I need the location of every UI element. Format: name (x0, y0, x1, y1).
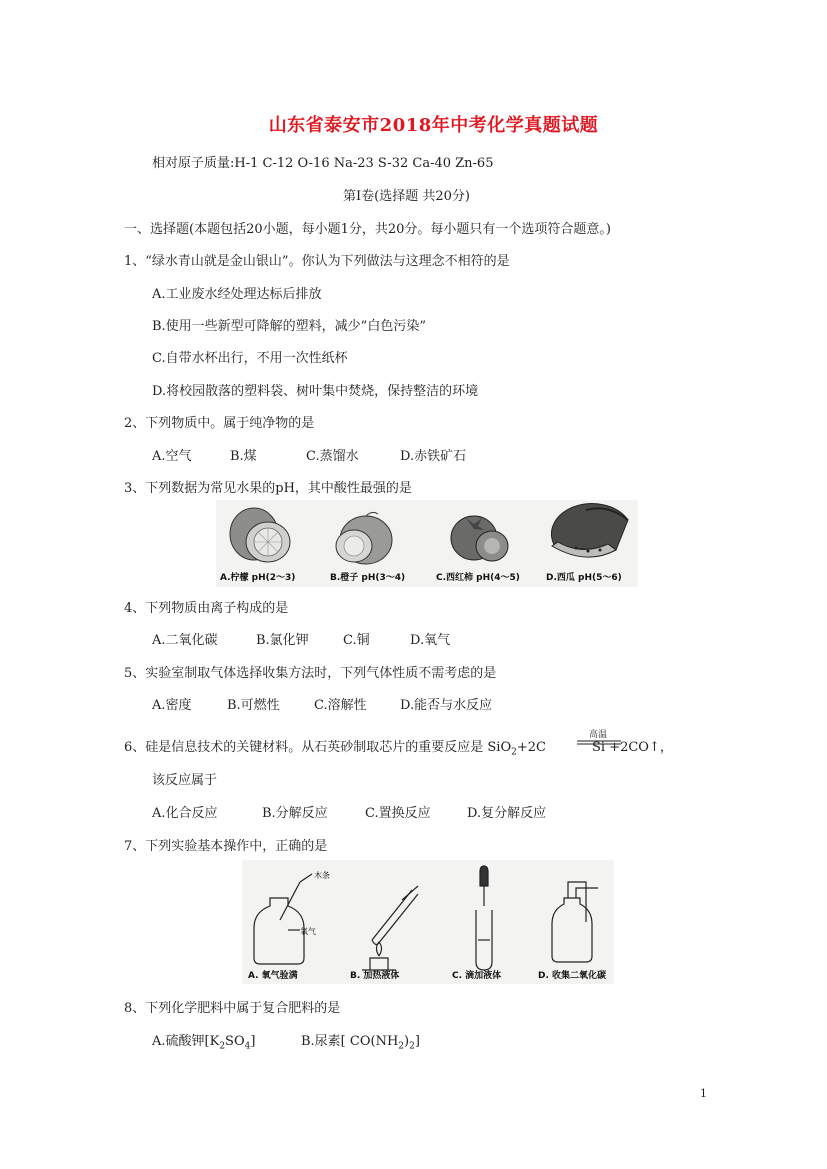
lab-caption-c: C. 滴加液体 (452, 971, 502, 981)
instructions: 一、选择题(本题包括20小题，每小题1分，共20分。每小题只有一个选项符合题意。) (124, 222, 611, 237)
q4-option-b: B.氯化钾 (256, 633, 309, 648)
reaction-double-line (577, 740, 621, 746)
q5-option-a: A.密度 (152, 698, 192, 713)
q6-option-b: B.分解反应 (262, 806, 328, 821)
q2-option-d: D.赤铁矿石 (400, 449, 467, 464)
section-heading: 第Ⅰ卷(选择题 共20分) (343, 189, 470, 204)
q8-stem: 8、下列化学肥料中属于复合肥料的是 (124, 1001, 341, 1016)
q8-option-a: A.硫酸钾$[K_2SO_4]$ (152, 1034, 256, 1052)
fruit-caption-c: C.西红柿 pH(4～5) (436, 573, 520, 583)
lemon-illustration (230, 508, 290, 562)
lab-caption-b: B. 加热液体 (350, 971, 400, 981)
atomic-mass-line: 相对原子质量:H-1 C-12 O-16 Na-23 S-32 Ca-40 Zn-65 (152, 156, 494, 171)
q1-option-a: A.工业废水经处理达标后排放 (152, 287, 322, 302)
orange-illustration (336, 512, 392, 564)
page-number: 1 (700, 1087, 707, 1100)
q6-option-d: D.复分解反应 (467, 806, 547, 821)
q8-option-b: B.尿素[ $CO(NH_2)_2$] (301, 1034, 420, 1052)
wood-stick-label: 木条 (314, 871, 330, 880)
q6-stem: 6、硅是信息技术的关键材料。从石英砂制取芯片的重要反应是 SiO$_2$+2C Si +2CO↑， (124, 740, 673, 758)
q1-option-d: D.将校园散落的塑料袋、树叶集中焚烧，保持整洁的环境 (152, 384, 479, 399)
q2-stem: 2、下列物质中。属于纯净物的是 (124, 416, 315, 431)
dropper-illustration (476, 866, 492, 970)
oxygen-label: 氧气 (300, 927, 316, 936)
fruit-caption-b: B.橙子 pH(3～4) (330, 573, 406, 583)
fruit-caption-d: D.西瓜 pH(5～6) (546, 573, 622, 583)
page-title: 山东省泰安市2018年中考化学真题试题 (268, 115, 599, 136)
lab-caption-d: D. 收集二氧化碳 (538, 971, 607, 981)
oxygen-test-illustration (254, 874, 312, 964)
reaction-condition: 高温 (589, 730, 608, 740)
q1-option-c: C.自带水杯出行，不用一次性纸杯 (152, 351, 348, 366)
q1-option-b: B.使用一些新型可降解的塑料，减少”白色污染” (152, 319, 426, 334)
q6-option-c: C.置换反应 (365, 806, 431, 821)
fruit-ph-figure (216, 500, 638, 587)
q6-option-a: A.化合反应 (152, 806, 218, 821)
q2-option-b: B.煤 (230, 449, 257, 464)
q4-stem: 4、下列物质由离子构成的是 (124, 601, 289, 616)
q4-option-d: D.氧气 (410, 633, 451, 648)
q5-stem: 5、实验室制取气体选择收集方法时，下列气体性质不需考虑的是 (124, 666, 497, 681)
q4-option-a: A.二氧化碳 (152, 633, 218, 648)
tomato-illustration (451, 516, 508, 561)
q5-option-c: C.溶解性 (314, 698, 367, 713)
q3-stem: 3、下列数据为常见水果的pH，其中酸性最强的是 (124, 481, 412, 496)
watermelon-illustration (551, 504, 628, 558)
lab-caption-a: A. 氧气验满 (248, 971, 298, 981)
gas-collection-illustration (552, 882, 598, 962)
q4-option-c: C.铜 (343, 633, 370, 648)
lab-operations-figure (242, 860, 614, 984)
q5-option-d: D.能否与水反应 (400, 698, 493, 713)
heating-liquid-illustration (362, 886, 418, 970)
fruit-caption-a: A.柠檬 pH(2～3) (220, 573, 296, 583)
q2-option-c: C.蒸馏水 (306, 449, 359, 464)
lab-illustrations (242, 860, 614, 984)
q6-stem-continued: 该反应属于 (152, 773, 218, 788)
q1-stem: 1、“绿水青山就是金山银山”。你认为下列做法与这理念不相符的是 (124, 254, 510, 269)
q7-stem: 7、下列实验基本操作中，正确的是 (124, 839, 328, 854)
q5-option-b: B.可燃性 (227, 698, 280, 713)
q2-option-a: A.空气 (152, 449, 192, 464)
